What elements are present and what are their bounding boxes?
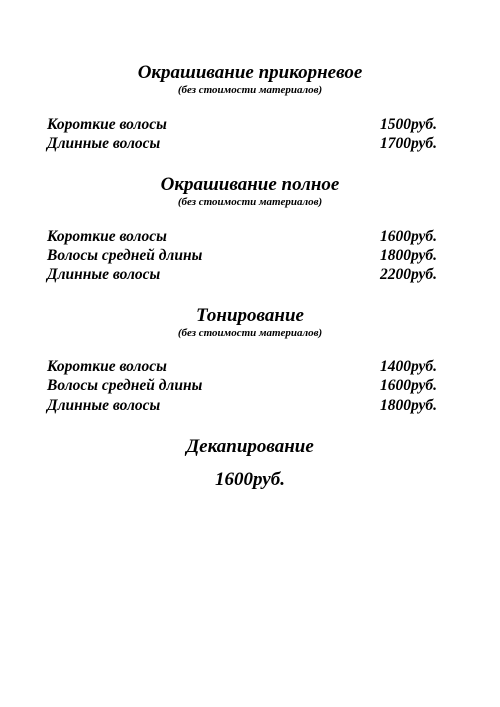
price-row (47, 246, 437, 265)
service-price: 1400руб. (379, 358, 437, 375)
service-price: 1600руб. (379, 228, 437, 245)
section-title-toning: Тонирование (196, 305, 304, 326)
section-note-toning: (без стоимости материалов) (177, 327, 323, 339)
price-row (47, 376, 437, 395)
section-note-full-coloring: (без стоимости материалов) (177, 196, 323, 208)
service-price: 1700руб. (379, 135, 437, 152)
price-row (47, 134, 437, 153)
service-price: 1800руб. (379, 247, 437, 264)
service-price: 1800руб. (379, 397, 437, 414)
service-name: Короткие волосы (47, 116, 167, 133)
service-price: 2200руб. (379, 266, 437, 283)
service-name: Короткие волосы (47, 228, 167, 245)
decapping-price: 1600руб. (215, 469, 285, 490)
section-title-root-coloring: Окрашивание прикорневое (137, 62, 363, 83)
section-title-decapping: Декапирование (186, 436, 314, 457)
price-row (47, 265, 437, 284)
service-name: Короткие волосы (47, 358, 167, 375)
service-price: 1600руб. (379, 377, 437, 394)
service-price: 1500руб. (379, 116, 437, 133)
service-name: Длинные волосы (47, 135, 161, 152)
price-row (47, 396, 437, 415)
price-row (47, 227, 437, 246)
section-note-root-coloring: (без стоимости материалов) (177, 84, 323, 96)
price-row (47, 357, 437, 376)
service-name: Длинные волосы (47, 397, 161, 414)
service-name: Волосы средней длины (47, 247, 203, 264)
service-name: Волосы средней длины (47, 377, 203, 394)
service-name: Длинные волосы (47, 266, 161, 283)
price-row (47, 115, 437, 134)
section-title-full-coloring: Окрашивание полное (160, 174, 340, 195)
